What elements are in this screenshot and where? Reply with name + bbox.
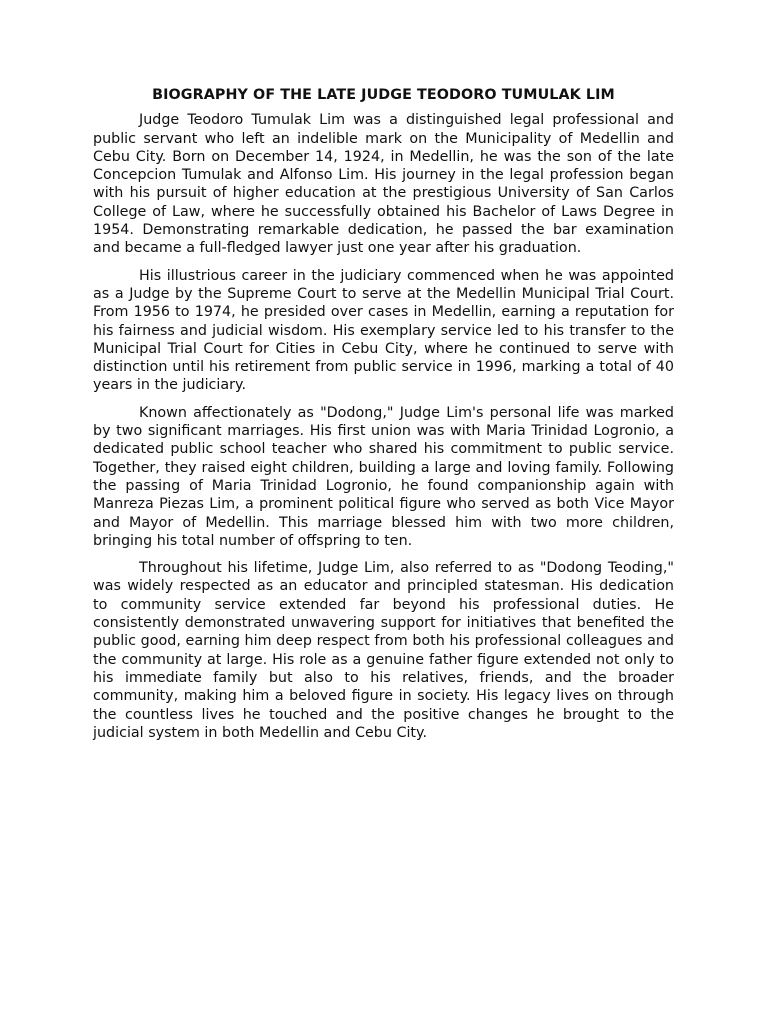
paragraph-early-life: Judge Teodoro Tumulak Lim was a distinguished legal professional and public servant who left an indelible mark on the Municipality of Medellin and Cebu City. Born on December 14, 1924, in Medellin, he was the son of the late Concepcion Tumulak and Alfonso Lim. His journey in the legal profession began with his pursuit of higher education at the prestigious University of San Carlos College of Law, where he successfully obtained his Bachelor of Laws Degree in 1954. Demonstrating remarkable dedication, he passed the bar examination and became a full-fledged lawyer just one year after his graduation. [93,112,674,257]
paragraph-personal-life: Known affectionately as "Dodong," Judge Lim's personal life was marked by two significant marriages. His first union was with Maria Trinidad Logronio, a dedicated public school teacher who shared his commitment to public service. Together, they raised eight children, building a large and loving family. Following the passing of Maria Trinidad Logronio, he found companionship again with Manreza Piezas Lim, a prominent political figure who served as both Vice Mayor and Mayor of Medellin. This marriage blessed him with two more children, bringing his total number of offspring to ten. [93,404,674,549]
document-body [93,86,674,751]
document-title: BIOGRAPHY OF THE LATE JUDGE TEODORO TUMULAK LIM [152,87,615,103]
paragraph-legacy: Throughout his lifetime, Judge Lim, also referred to as "Dodong Teoding," was widely respected as an educator and principled statesman. His dedication to community service extended far beyond his professional duties. He consistently demonstrated unwavering support for initiatives that benefited the public good, earning him deep respect from both his professional colleagues and the community at large. His role as a genuine father figure extended not only to his immediate family but also to his relatives, friends, and the broader community, making him a beloved figure in society. His legacy lives on through the countless lives he touched and the positive changes he brought to the judicial system in both Medellin and Cebu City. [93,560,674,741]
paragraph-judicial-career: His illustrious career in the judiciary commenced when he was appointed as a Judge by the Supreme Court to serve at the Medellin Municipal Trial Court. From 1956 to 1974, he presided over cases in Medellin, earning a reputation for his fairness and judicial wisdom. His exemplary service led to his transfer to the Municipal Trial Court for Cities in Cebu City, where he continued to serve with distinction until his retirement from public service in 1996, marking a total of 40 years in the judiciary. [93,267,674,394]
